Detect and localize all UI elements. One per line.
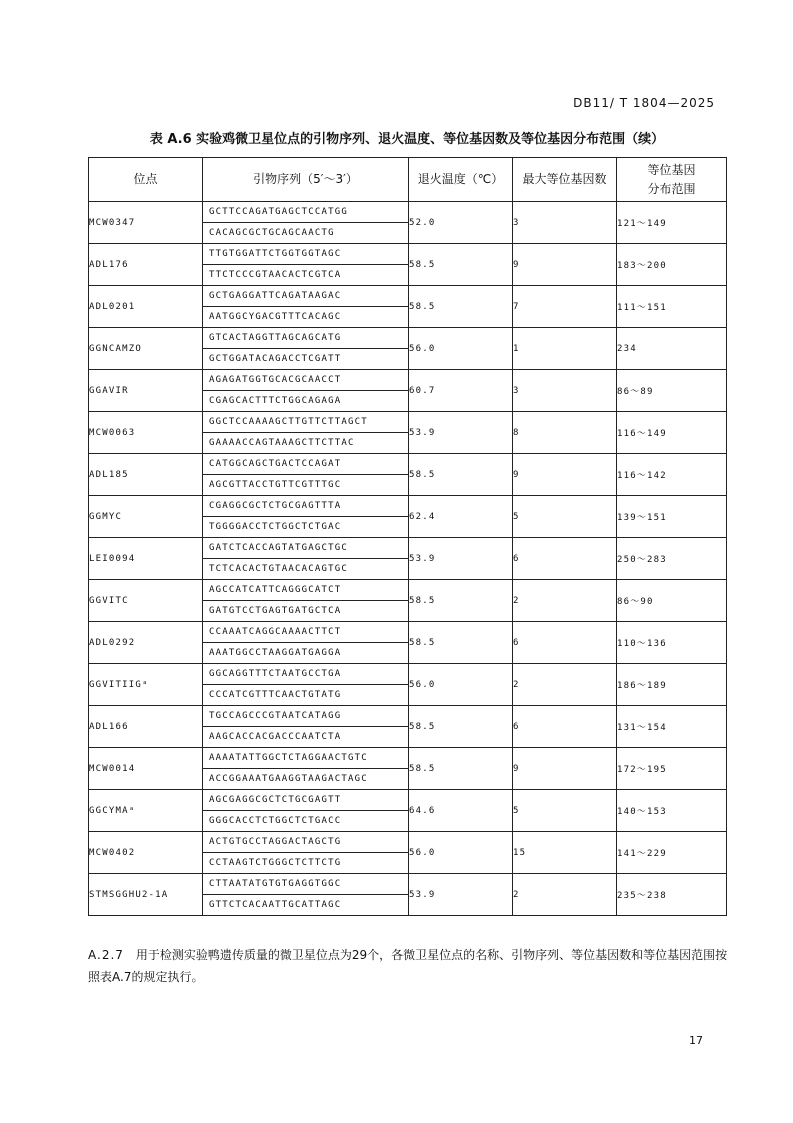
- header-range-line2: 分布范围: [647, 181, 696, 196]
- cell-max-alleles: 2: [513, 580, 617, 622]
- cell-primers: [203, 328, 409, 370]
- cell-annealing-temp: 53.9: [409, 874, 513, 916]
- table-row: [89, 202, 727, 244]
- primer-forward: GATCTCACCAGTATGAGCTGC: [203, 538, 408, 559]
- cell-max-alleles: 9: [513, 244, 617, 286]
- cell-locus: GGAVIR: [89, 370, 203, 412]
- primer-reverse: ACCGGAAATGAAGGTAAGACTAGC: [209, 774, 368, 784]
- cell-allele-range: 86～90: [617, 580, 727, 622]
- header-temp: 退火温度（℃）: [409, 158, 513, 202]
- header-max-alleles: 最大等位基因数: [513, 158, 617, 202]
- cell-locus: ADL185: [89, 454, 203, 496]
- cell-allele-range: 116～142: [617, 454, 727, 496]
- cell-primers: [203, 370, 409, 412]
- primer-reverse: CCTAAGTCTGGGCTCTTCTG: [209, 858, 342, 868]
- table-title: 表 A.6 实验鸡微卫星位点的引物序列、退火温度、等位基因数及等位基因分布范围（续）: [149, 132, 665, 147]
- primer-forward: CTTAATATGTGTGAGGTGGC: [203, 874, 408, 895]
- primer-reverse: AAGCACCACGACCCAATCTA: [209, 732, 342, 742]
- cell-locus: GGVITIIGᵃ: [89, 664, 203, 706]
- table-row: [89, 244, 727, 286]
- cell-max-alleles: 2: [513, 664, 617, 706]
- cell-locus: ADL166: [89, 706, 203, 748]
- section-paragraph: [88, 944, 728, 988]
- cell-max-alleles: 15: [513, 832, 617, 874]
- cell-locus: GGMYC: [89, 496, 203, 538]
- cell-annealing-temp: 58.5: [409, 622, 513, 664]
- cell-annealing-temp: 56.0: [409, 664, 513, 706]
- cell-primers: [203, 790, 409, 832]
- paragraph-number: A.2.7: [88, 948, 124, 962]
- primer-forward: AGCCATCATTCAGGGCATCT: [203, 580, 408, 601]
- cell-allele-range: 139～151: [617, 496, 727, 538]
- cell-max-alleles: 1: [513, 328, 617, 370]
- cell-primers: [203, 412, 409, 454]
- primer-reverse: TGGGGACCTCTGGCTCTGAC: [209, 522, 342, 532]
- header-range-line1: 等位基因: [647, 162, 696, 177]
- primer-forward: GGCTCCAAAAGCTTGTTCTTAGCT: [203, 412, 408, 433]
- cell-max-alleles: 5: [513, 496, 617, 538]
- cell-annealing-temp: 53.9: [409, 412, 513, 454]
- cell-primers: [203, 874, 409, 916]
- cell-annealing-temp: 58.5: [409, 580, 513, 622]
- table-row: [89, 370, 727, 412]
- primer-reverse: CGAGCACTTTCTGGCAGAGA: [209, 396, 342, 406]
- cell-locus: GGCYMAᵃ: [89, 790, 203, 832]
- header-locus: 位点: [89, 158, 203, 202]
- cell-annealing-temp: 53.9: [409, 538, 513, 580]
- cell-max-alleles: 7: [513, 286, 617, 328]
- primer-forward: GCTTCCAGATGAGCTCCATGG: [203, 202, 408, 223]
- cell-locus: GGVITC: [89, 580, 203, 622]
- primer-forward: ACTGTGCCTAGGACTAGCTG: [203, 832, 408, 853]
- cell-primers: [203, 202, 409, 244]
- cell-primers: [203, 622, 409, 664]
- cell-max-alleles: 8: [513, 412, 617, 454]
- primer-forward: AAAATATTGGCTCTAGGAACTGTC: [203, 748, 408, 769]
- cell-allele-range: 121～149: [617, 202, 727, 244]
- header-primer: 引物序列（5′～3′）: [203, 158, 409, 202]
- page-number: 17: [689, 1034, 703, 1047]
- cell-max-alleles: 6: [513, 622, 617, 664]
- table-row: [89, 832, 727, 874]
- cell-allele-range: 131～154: [617, 706, 727, 748]
- cell-annealing-temp: 52.0: [409, 202, 513, 244]
- cell-locus: MCW0014: [89, 748, 203, 790]
- cell-annealing-temp: 64.6: [409, 790, 513, 832]
- primer-forward: AGAGATGGTGCACGCAACCT: [203, 370, 408, 391]
- cell-annealing-temp: 60.7: [409, 370, 513, 412]
- table-header-row: [89, 158, 727, 202]
- primer-reverse: CACAGCGCTGCAGCAACTG: [209, 228, 335, 238]
- cell-primers: [203, 832, 409, 874]
- cell-max-alleles: 2: [513, 874, 617, 916]
- cell-locus: STMSGGHU2-1A: [89, 874, 203, 916]
- cell-allele-range: 250～283: [617, 538, 727, 580]
- cell-locus: ADL0201: [89, 286, 203, 328]
- cell-allele-range: 116～149: [617, 412, 727, 454]
- cell-annealing-temp: 58.5: [409, 748, 513, 790]
- cell-max-alleles: 3: [513, 370, 617, 412]
- cell-primers: [203, 244, 409, 286]
- table-row: [89, 454, 727, 496]
- cell-locus: MCW0347: [89, 202, 203, 244]
- table-row: [89, 706, 727, 748]
- primer-forward: CATGGCAGCTGACTCCAGAT: [203, 454, 408, 475]
- cell-allele-range: 110～136: [617, 622, 727, 664]
- cell-allele-range: 183～200: [617, 244, 727, 286]
- table-body: [89, 202, 727, 916]
- cell-annealing-temp: 56.0: [409, 832, 513, 874]
- cell-allele-range: 235～238: [617, 874, 727, 916]
- table-row: [89, 496, 727, 538]
- cell-primers: [203, 454, 409, 496]
- cell-max-alleles: 5: [513, 790, 617, 832]
- cell-allele-range: 111～151: [617, 286, 727, 328]
- cell-max-alleles: 3: [513, 202, 617, 244]
- cell-locus: LEI0094: [89, 538, 203, 580]
- primer-reverse: AAATGGCCTAAGGATGAGGA: [209, 648, 342, 658]
- table-row: [89, 874, 727, 916]
- cell-allele-range: 140～153: [617, 790, 727, 832]
- paragraph-text: 用于检测实验鸭遗传质量的微卫星位点为29个，各微卫星位点的名称、引物序列、等位基因数和等位基因范围按照表A.7的规定执行。: [88, 948, 728, 984]
- table-row: [89, 790, 727, 832]
- table-row: [89, 328, 727, 370]
- cell-primers: [203, 580, 409, 622]
- header-allele-range: [617, 158, 727, 202]
- table-row: [89, 664, 727, 706]
- table-row: [89, 622, 727, 664]
- cell-primers: [203, 748, 409, 790]
- primer-forward: CCAAATCAGGCAAAACTTCT: [203, 622, 408, 643]
- cell-allele-range: 186～189: [617, 664, 727, 706]
- cell-locus: GGNCAMZO: [89, 328, 203, 370]
- primer-reverse: GGGCACCTCTGGCTCTGACC: [209, 816, 342, 826]
- cell-primers: [203, 538, 409, 580]
- primer-reverse: GCTGGATACAGACCTCGATT: [209, 354, 342, 364]
- cell-locus: ADL0292: [89, 622, 203, 664]
- primer-forward: TTGTGGATTCTGGTGGTAGC: [203, 244, 408, 265]
- primer-reverse: AGCGTTACCTGTTCGTTTGC: [209, 480, 342, 490]
- cell-annealing-temp: 58.5: [409, 454, 513, 496]
- primer-reverse: GATGTCCTGAGTGATGCTCA: [209, 606, 342, 616]
- cell-primers: [203, 286, 409, 328]
- standard-code: DB11/ T 1804—2025: [573, 96, 715, 110]
- cell-primers: [203, 664, 409, 706]
- primer-reverse: CCCATCGTTTCAACTGTATG: [209, 690, 342, 700]
- cell-locus: MCW0063: [89, 412, 203, 454]
- primer-table: [88, 157, 727, 916]
- cell-allele-range: 172～195: [617, 748, 727, 790]
- table-row: [89, 748, 727, 790]
- primer-forward: AGCGAGGCGCTCTGCGAGTT: [203, 790, 408, 811]
- cell-annealing-temp: 58.5: [409, 286, 513, 328]
- primer-forward: GGCAGGTTTCTAATGCCTGA: [203, 664, 408, 685]
- cell-allele-range: 141～229: [617, 832, 727, 874]
- primer-forward: TGCCAGCCCGTAATCATAGG: [203, 706, 408, 727]
- cell-annealing-temp: 56.0: [409, 328, 513, 370]
- table-row: [89, 538, 727, 580]
- cell-locus: MCW0402: [89, 832, 203, 874]
- cell-annealing-temp: 58.5: [409, 244, 513, 286]
- table-row: [89, 286, 727, 328]
- cell-annealing-temp: 62.4: [409, 496, 513, 538]
- primer-reverse: TTCTCCCGTAACACTCGTCA: [209, 270, 342, 280]
- primer-reverse: TCTCACACTGTAACACAGTGC: [209, 564, 348, 574]
- primer-forward: CGAGGCGCTCTGCGAGTTTA: [203, 496, 408, 517]
- cell-max-alleles: 6: [513, 538, 617, 580]
- cell-max-alleles: 6: [513, 706, 617, 748]
- table-row: [89, 412, 727, 454]
- cell-max-alleles: 9: [513, 748, 617, 790]
- cell-max-alleles: 9: [513, 454, 617, 496]
- cell-allele-range: 234: [617, 328, 727, 370]
- cell-allele-range: 86～89: [617, 370, 727, 412]
- table-row: [89, 580, 727, 622]
- primer-reverse: AATGGCYGACGTTTCACAGC: [209, 312, 342, 322]
- cell-annealing-temp: 58.5: [409, 706, 513, 748]
- primer-reverse: GTTCTCACAATTGCATTAGC: [209, 900, 342, 910]
- cell-primers: [203, 496, 409, 538]
- cell-locus: ADL176: [89, 244, 203, 286]
- primer-reverse: GAAAACCAGTAAAGCTTCTTAC: [209, 438, 355, 448]
- primer-forward: GCTGAGGATTCAGATAAGAC: [203, 286, 408, 307]
- primer-forward: GTCACTAGGTTAGCAGCATG: [203, 328, 408, 349]
- cell-primers: [203, 706, 409, 748]
